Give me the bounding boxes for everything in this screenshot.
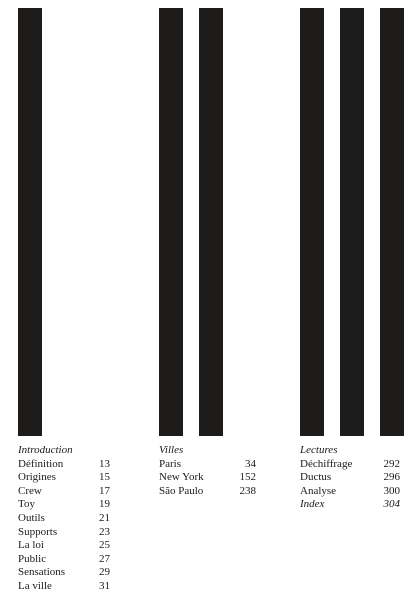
entry-page: 34 (245, 457, 256, 470)
entry-label: Sensations (18, 566, 66, 579)
entry-label: Index (300, 498, 325, 511)
toc-section-introduction (18, 444, 110, 594)
section-title: Introduction (18, 444, 73, 456)
toc-entry[interactable] (18, 458, 110, 472)
section-title: Lectures (300, 444, 338, 456)
section-bar-lectures-1 (300, 8, 324, 436)
entry-label: Crew (18, 484, 42, 497)
entry-page: 25 (99, 539, 110, 552)
entry-page: 29 (99, 566, 110, 579)
entry-page: 238 (239, 484, 256, 497)
entry-label: Analyse (300, 484, 337, 497)
entry-label: Supports (18, 525, 58, 538)
section-bar-villes-1 (159, 8, 183, 436)
toc-entry-index[interactable] (300, 498, 400, 512)
entry-page: 21 (99, 511, 110, 524)
section-bar-lectures-2 (340, 8, 364, 436)
entry-page: 292 (383, 457, 400, 470)
toc-entry[interactable] (18, 580, 110, 594)
toc-entry[interactable] (18, 526, 110, 540)
section-bar-introduction-1 (18, 8, 42, 436)
entry-label: Déchiffrage (300, 457, 353, 470)
entry-page: 31 (99, 579, 110, 592)
entry-label: Définition (18, 457, 64, 470)
entry-page: 296 (383, 471, 400, 484)
toc-entry[interactable] (18, 553, 110, 567)
entry-label: Public (18, 552, 47, 565)
toc-entry[interactable] (159, 485, 256, 499)
entry-label: Ductus (300, 471, 332, 484)
toc-entry[interactable] (300, 485, 400, 499)
toc-entry[interactable] (18, 539, 110, 553)
toc-entry[interactable] (18, 512, 110, 526)
entry-label: São Paulo (159, 484, 204, 497)
entry-label: La loi (18, 539, 44, 552)
entry-page: 17 (99, 484, 110, 497)
entry-page: 304 (383, 498, 400, 511)
toc-entry[interactable] (159, 471, 256, 485)
entry-page: 27 (99, 552, 110, 565)
toc-entry[interactable] (300, 471, 400, 485)
entry-page: 23 (99, 525, 110, 538)
entry-label: La ville (18, 579, 52, 592)
toc-entry[interactable] (18, 566, 110, 580)
entry-label: New York (159, 471, 204, 484)
section-bar-villes-2 (199, 8, 223, 436)
section-bar-lectures-3 (380, 8, 404, 436)
entry-page: 152 (239, 471, 256, 484)
entry-label: Outils (18, 511, 45, 524)
section-title: Villes (159, 444, 184, 456)
toc-entry[interactable] (300, 458, 400, 472)
entry-page: 300 (383, 484, 400, 497)
entry-label: Paris (159, 457, 181, 470)
entry-page: 19 (99, 498, 110, 511)
toc-entry[interactable] (159, 458, 256, 472)
toc-entry[interactable] (18, 471, 110, 485)
entry-label: Origines (18, 471, 56, 484)
toc-entry[interactable] (18, 498, 110, 512)
toc-section-villes (159, 444, 256, 498)
toc-entry[interactable] (18, 485, 110, 499)
toc-section-lectures (300, 444, 400, 512)
entry-page: 15 (99, 471, 110, 484)
entry-page: 13 (99, 457, 110, 470)
entry-label: Toy (18, 498, 35, 511)
